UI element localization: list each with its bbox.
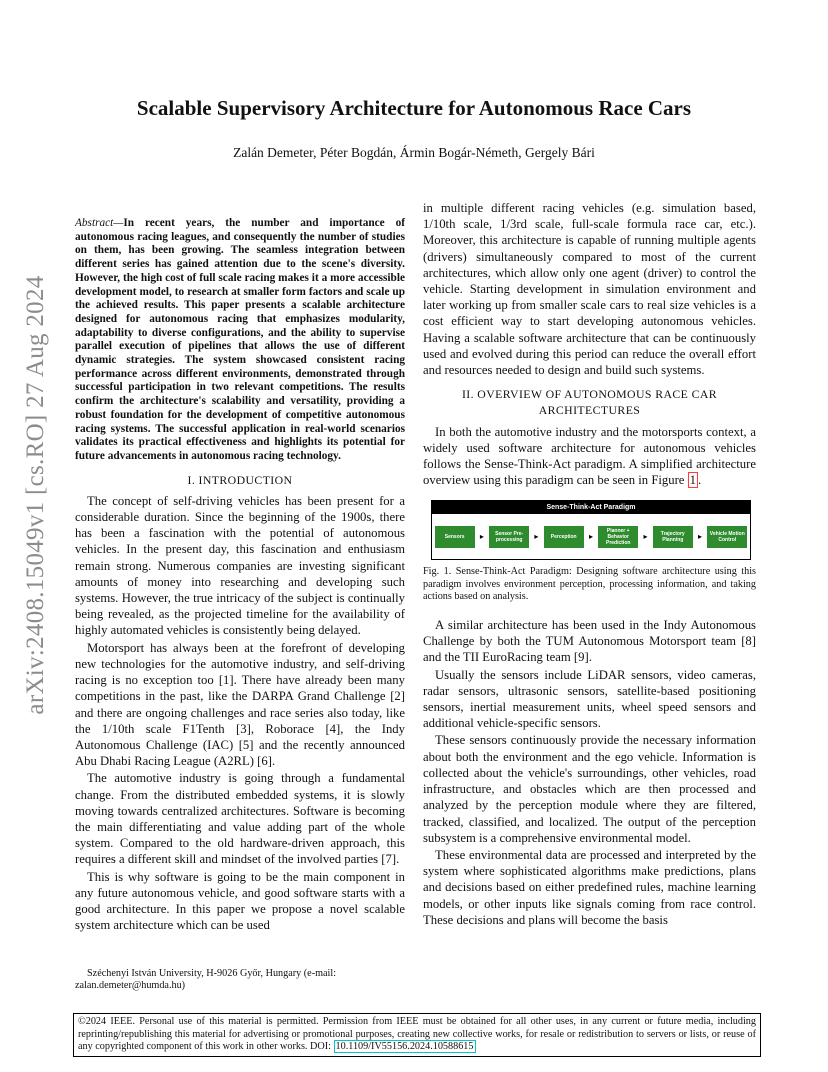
arrow-right-icon: ▸ (479, 531, 484, 541)
arrow-right-icon: ▸ (534, 531, 539, 541)
section-heading-introduction: I. INTRODUCTION (187, 472, 293, 487)
pipeline-box-perception: Perception (544, 526, 584, 548)
arrow-right-icon: ▸ (698, 531, 703, 541)
figure-caption: Fig. 1. Sense-Think-Act Paradigm: Designing software architecture using this paradigm involves environment perception, processing information, and taking actions based on analysis. (423, 566, 756, 602)
body-paragraph: A similar architecture has been used in the Indy Autonomous Challenge by both the TUM Autonomous Motorsport team [8] and the TII EuroRacing team [9]. (423, 618, 756, 665)
pipeline-box-planner: Planner + Behavior Prediction (598, 526, 638, 548)
copyright-notice (73, 1013, 761, 1057)
abstract-label: Abstract— (75, 217, 124, 229)
paper-title: Scalable Supervisory Architecture for Autonomous Race Cars (136, 96, 692, 120)
body-paragraph: Usually the sensors include LiDAR sensors, video cameras, radar sensors, ultrasonic sensors, satellite-based positioning sensors, inertial measurement units, wheel speed sensors and additional vehicle-specific sensors. (423, 667, 756, 731)
section-heading-line: ARCHITECTURES (538, 403, 641, 418)
doi-link[interactable]: 10.1109/IV55156.2024.10588615 (335, 1041, 474, 1052)
pipeline-box-motion-control: Vehicle Motion Control (707, 526, 747, 548)
body-paragraph: These environmental data are processed and interpreted by the system where sophisticated algorithms make predictions, plans and decisions based on either predefined rules, machine learning models, or other inputs like signals coming from race control. These decisions and plans will become the basis (423, 847, 756, 927)
body-paragraph: This is why software is going to be the main component in any future autonomous vehicle, and good software starts with a good architecture. In this paper we propose a novel scalable system architecture which can be used (75, 869, 405, 933)
body-paragraph: These sensors continuously provide the necessary information about both the environment and the ego vehicle. Information is collected about the vehicle's surroundings, other vehicles, road infrastructure, and obstacles which are then processed and analyzed by the perception module where they are filtered, tracked, classified, and localized. The output of the perception subsystem is a comprehensive environmental model. (423, 733, 756, 845)
arrow-right-icon: ▸ (643, 531, 648, 541)
body-paragraph: The concept of self-driving vehicles has been present for a considerable duration. Since the beginning of the 1900s, there has been a fascination with the potential of autonomous vehicles. In the present day, this fascination and enthusiasm remain strong. Numerous companies are investing significant amounts of money into researching and developing such systems. However, the true intricacy of the subject is continually being revealed, as the projected timeline for the availability of highly automated vehicles is consistently being delayed. (75, 493, 405, 638)
copyright-text: ©2024 IEEE. Personal use of this material is permitted. Permission from IEEE must be obtained for all other uses, in any current or future media, including reprinting/republishing this material for advertising or promotional purposes, creating new collective works, for resale or redistribution to servers or lists, or reuse of any copyrighted component of this work in other works. DOI: (78, 1016, 756, 1052)
body-paragraph-text: In both the automotive industry and the motorsports context, a widely used software architecture for autonomous vehicles follows the Sense-Think-Act paradigm. A simplified architecture overview using this paradigm can be seen in Figure (423, 424, 756, 488)
body-paragraph: The automotive industry is going through a fundamental change. From the distributed embedded systems, it is slowly moving towards centralized architectures. Software is becoming the main differentiating and value adding part of the whole system. Compared to the old hardware-driven approach, this requires a different skill and mindset of the involved parties [7]. (75, 771, 405, 867)
body-paragraph: in multiple different racing vehicles (e.g. simulation based, 1/10th scale, 1/3rd scale, full-scale formula race car, etc.). Moreover, this architecture is capable of running multiple agents (drivers) simultaneously compared to most of the current architectures, which allow only one agent (driver) to control the vehicle. Starting development in simulation environment and later working up from smaller scale cars to real size vehicles is a cost efficient way to start developing autonomous vehicles. Having a scalable software architecture that can be continuously used and evolved during this period can reduce the overall effort and resources needed to design and build such systems. (423, 201, 756, 378)
abstract (75, 217, 405, 464)
figure-reference-link[interactable]: 1 (689, 473, 696, 488)
figure-pipeline (432, 514, 750, 559)
body-paragraph: In both the automotive industry and the motorsports context, a widely used software architecture for autonomous vehicles follows the Sense-Think-Act paradigm. A simplified architecture overview using this paradigm can be seen in Figure 1 . (423, 424, 756, 488)
pipeline-box-trajectory: Trajectory Planning (653, 526, 693, 548)
arxiv-sidebar-stamp (22, 250, 50, 740)
arxiv-id[interactable]: arXiv:2408.15049v1 [cs.RO] 27 Aug 2024 (22, 275, 49, 715)
arrow-right-icon: ▸ (588, 531, 593, 541)
affiliation-footnote: Széchenyi István University, H-9026 Győr, Hungary (e-mail: zalan.demeter@humda.hu) (75, 968, 337, 991)
right-column (423, 200, 756, 928)
pipeline-box-sensors: Sensors (435, 526, 475, 548)
figure-sense-think-act (431, 500, 751, 560)
section-heading-line: II. OVERVIEW OF AUTONOMOUS RACE CAR (461, 387, 718, 402)
figure-header: Sense-Think-Act Paradigm (546, 504, 636, 512)
pipeline-box-preprocessing: Sensor Pre-processing (489, 526, 529, 548)
abstract-text: In recent years, the number and importance of autonomous racing leagues, and consequently the number of studies on them, has been growing. The seamless integration between different series has gained attention due to the scene's diversity. However, the high cost of full scale racing makes it a more accessible development model, to research at smaller form factors and scale up the achieved results. This paper presents a scalable architecture designed for autonomous racing that emphasizes modularity, adaptability to diverse configurations, and the ability to supervise parallel execution of pipelines that allows the use of different dynamic strategies. The system showcased consistent racing performance across different environments, demonstrated through successful participation in two relevant competitions. The results confirm the architecture's scalability and versatility, providing a robust foundation for the development of competitive autonomous racing systems. The successful application in real-world scenarios validates its practical effectiveness and highlights its potential for future advancements in autonomous racing technology. (75, 217, 405, 462)
body-paragraph: Motorsport has always been at the forefront of developing new technologies for the automotive industry, and self-driving racing is no exception too [1]. There have already been many competitions in the past, like the DARPA Grand Challenge [2] and there are ongoing challenges and race series also today, like the 1/10th scale F1Tenth [3], Roborace [4], the Indy Autonomous Challenge (IAC) [5] and the recently announced Abu Dhabi Racing League (A2RL) [6]. (75, 640, 405, 769)
section-heading-overview (423, 386, 756, 418)
left-column (75, 217, 405, 933)
author-list: Zalán Demeter, Péter Bogdán, Ármin Bogár-Németh, Gergely Bári (233, 145, 595, 160)
